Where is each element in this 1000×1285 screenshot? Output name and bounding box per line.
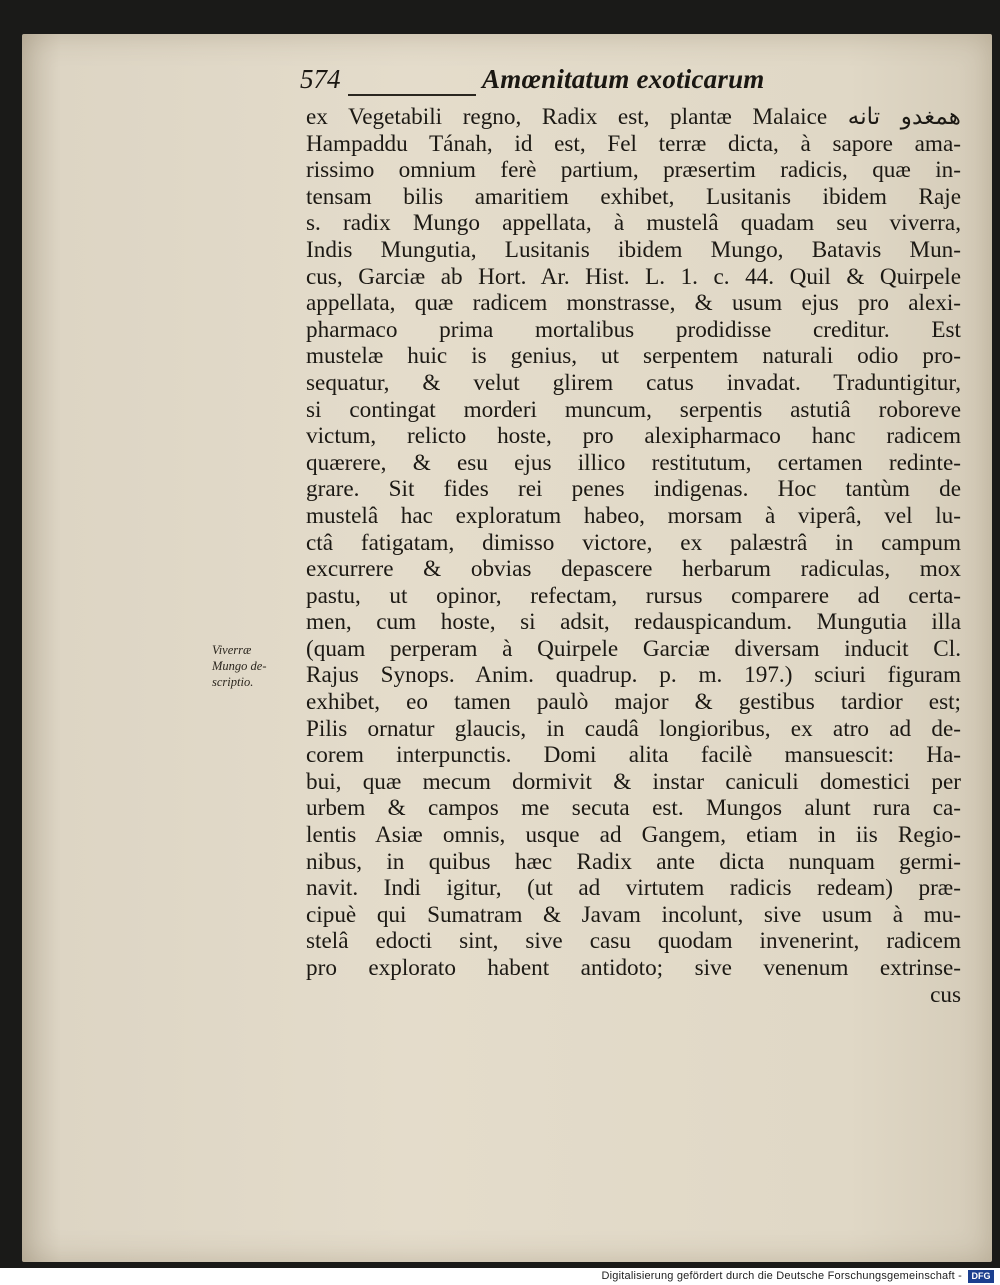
text-line: pro explorato habent antidoto; sive venenum extrinse- <box>306 955 961 981</box>
text-line: ctâ fatigatam, dimisso victore, ex palæstrâ in campum <box>306 529 961 556</box>
running-title: Amœnitatum exoticarum <box>482 64 765 94</box>
text-line: (quam perperam à Quirpele Garciæ diversam inducit Cl. <box>306 635 961 662</box>
page-number: 574 <box>300 64 341 94</box>
text-line: grare. Sit fides rei penes indigenas. Hoc tantùm de <box>306 476 961 503</box>
text-line: men, cum hoste, si adsit, redauspicandum. Mungutia illa <box>306 609 961 636</box>
text-line: cus, Garciæ ab Hort. Ar. Hist. L. 1. c. 44. Quil & Quirpele <box>306 263 961 290</box>
text-line: excurrere & obvias depascere herbarum radiculas, mox <box>306 556 961 583</box>
text-line: Rajus Synops. Anim. quadrup. p. m. 197.) sciuri figuram <box>306 662 961 689</box>
text-line: pastu, ut opinor, refectam, rursus comparere ad certa- <box>306 582 961 609</box>
text-line: mustelâ hac exploratum habeo, morsam à viperâ, vel lu- <box>306 502 961 529</box>
text-line: corem interpunctis. Domi alita facilè mansuescit: Ha- <box>306 742 961 769</box>
text-line: victum, relicto hoste, pro alexipharmaco hanc radicem <box>306 423 961 450</box>
text-line: si contingat morderi muncum, serpentis astutiâ roboreve <box>306 396 961 423</box>
text-line: mustelæ huic is genius, ut serpentem naturali odio pro- <box>306 343 961 370</box>
text-line: lentis Asiæ omnis, usque ad Gangem, etiam in iis Regio- <box>306 822 961 849</box>
footer-credit: Digitalisierung gefördert durch die Deutsche Forschungsgemeinschaft - <box>601 1270 962 1282</box>
text-line: ex Vegetabili regno, Radix est, plantæ Malaice ﻫﻤﻐﺪو ﺗﺎﻧﻪ <box>306 104 961 130</box>
header-rule <box>348 94 476 96</box>
text-line: urbem & campos me secuta est. Mungos alunt rura ca- <box>306 795 961 822</box>
margin-note <box>212 642 296 690</box>
text-line: sequatur, & velut glirem catus invadat. Traduntigitur, <box>306 369 961 396</box>
text-line: pharmaco prima mortalibus prodidisse creditur. Est <box>306 316 961 343</box>
margin-note-line: Mungo de- <box>212 659 267 673</box>
text-line: cipuè qui Sumatram & Javam incolunt, sive usum à mu- <box>306 901 961 928</box>
text-line: Indis Mungutia, Lusitanis ibidem Mungo, Batavis Mun- <box>306 236 961 263</box>
page-header <box>300 64 780 98</box>
text-line: tensam bilis amaritiem exhibet, Lusitanis ibidem Raje <box>306 183 961 210</box>
text-line: Pilis ornatur glaucis, in caudâ longioribus, ex atro ad de- <box>306 715 961 742</box>
text-line: rissimo omnium ferè partium, præsertim radicis, quæ in- <box>306 157 961 184</box>
text-line: cus <box>930 981 961 1008</box>
dfg-logo: DFG <box>968 1270 994 1283</box>
text-line: navit. Indi igitur, (ut ad virtutem radicis redeam) præ- <box>306 875 961 902</box>
text-line: exhibet, eo tamen paulò major & gestibus tardior est; <box>306 689 961 716</box>
margin-note-line: scriptio. <box>212 675 254 689</box>
text-line: nibus, in quibus hæc Radix ante dicta nunquam germi- <box>306 848 961 875</box>
text-line: Hampaddu Tánah, id est, Fel terræ dicta, à sapore ama- <box>306 130 961 157</box>
text-line: bui, quæ mecum dormivit & instar caniculi domestici per <box>306 768 961 795</box>
text-line: appellata, quæ radicem monstrasse, & usum ejus pro alexi- <box>306 290 961 317</box>
text-line: s. radix Mungo appellata, à mustelâ quadam seu viverra, <box>306 210 961 237</box>
text-line: stelâ edocti sint, sive casu quodam invenerint, radicem <box>306 928 961 955</box>
text-line: quærere, & esu ejus illico restitutum, certamen redinte- <box>306 449 961 476</box>
body-text <box>306 104 961 1008</box>
margin-note-line: Viverræ <box>212 643 252 657</box>
